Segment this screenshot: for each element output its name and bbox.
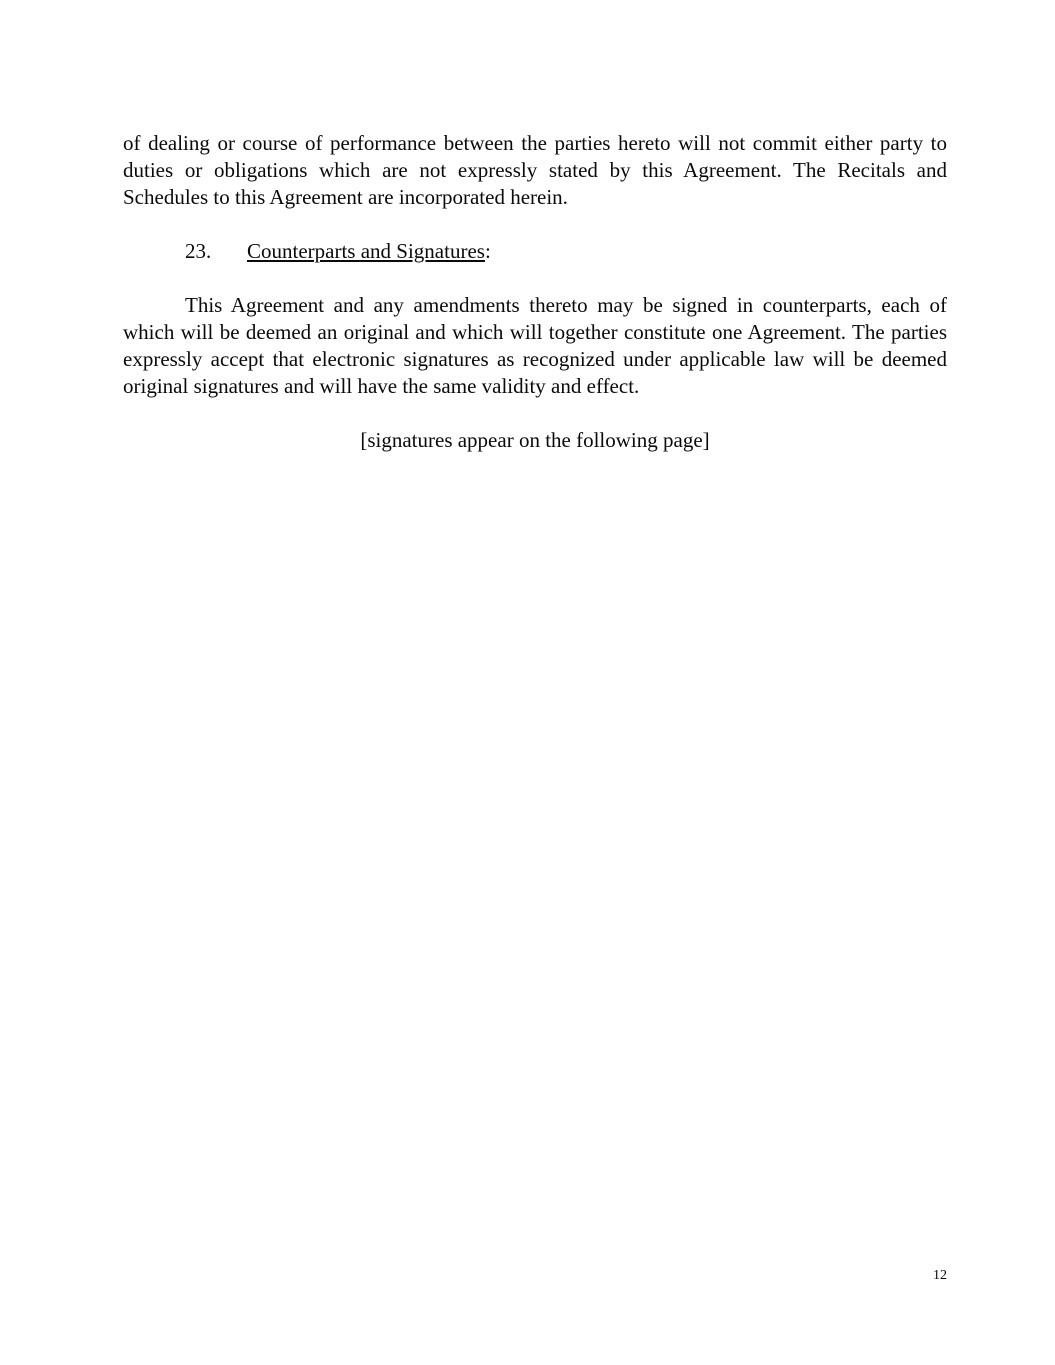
page-number: 12 (933, 1268, 947, 1283)
section-title-colon: : (484, 239, 491, 263)
page-content (123, 130, 947, 481)
section-heading (123, 238, 947, 265)
paragraph-continuation: of dealing or course of performance between the parties hereto will not commit either party to duties or obligations which are not expressly stated by this Agreement. The Recitals and Schedules to this Agreement are incorporated herein. (123, 131, 947, 209)
section-title: Counterparts and Signatures (247, 239, 485, 263)
paragraph-counterparts: This Agreement and any amendments thereto may be signed in counterparts, each of which will be deemed an original and which will together constitute one Agreement. The parties expressly accept that electronic signatures as recognized under applicable law will be deemed original signatures and will have the same validity and effect. (123, 293, 947, 398)
signatures-note: [signatures appear on the following page] (360, 428, 710, 452)
section-number: 23. (185, 239, 212, 263)
